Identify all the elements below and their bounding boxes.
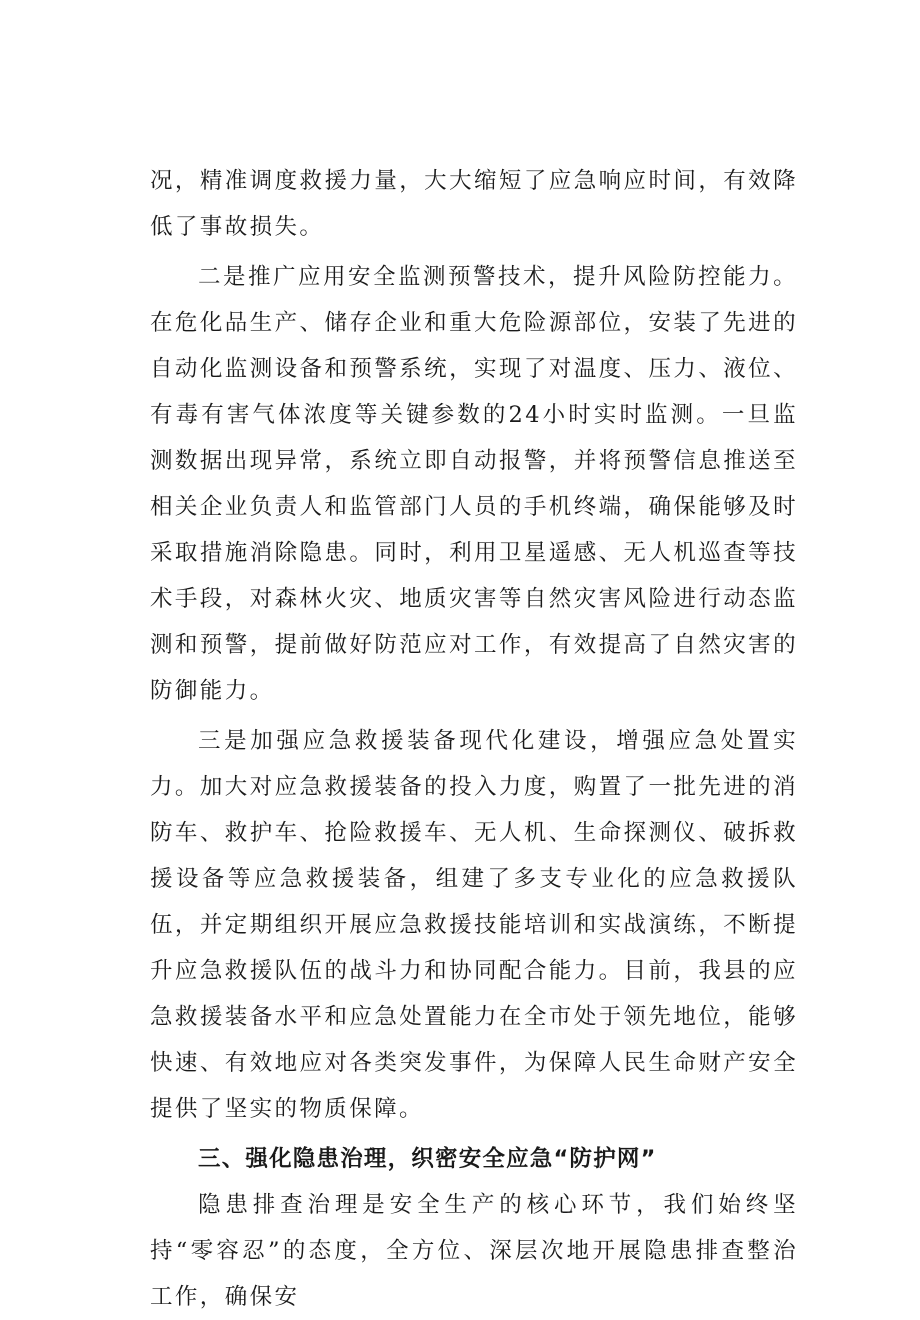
document-page [150,158,798,1320]
paragraph-monitoring-technology: 二是推广应用安全监测预警技术，提升风险防控能力。在危化品生产、储存企业和重大危险源部位，安装了先进的自动化监测设备和预警系统，实现了对温度、压力、液位、有毒有害气体浓度等关键参数的24小时实时监测。一旦监测数据出现异常，系统立即自动报警，并将预警信息推送至相关企业负责人和监管部门人员的手机终端，确保能够及时采取措施消除隐患。同时，利用卫星遥感、无人机巡查等技术手段，对森林火灾、地质灾害等自然灾害风险进行动态监测和预警，提前做好防范应对工作，有效提高了自然灾害的防御能力。 [150,264,798,704]
paragraph-continuation: 况，精准调度救援力量，大大缩短了应急响应时间，有效降低了事故损失。 [150,168,798,240]
paragraph-hazard-governance: 隐患排查治理是安全生产的核心环节，我们始终坚持“零容忍”的态度，全方位、深层次地开展隐患排查整治工作，确保安 [150,1192,798,1310]
paragraph-rescue-equipment: 三是加强应急救援装备现代化建设，增强应急处置实力。加大对应急救援装备的投入力度，购置了一批先进的消防车、救护车、抢险救援车、无人机、生命探测仪、破拆救援设备等应急救援装备，组建了多支专业化的应急救援队伍，并定期组织开展应急救援技能培训和实战演练，不断提升应急救援队伍的战斗力和协同配合能力。目前，我县的应急救援装备水平和应急处置能力在全市处于领先地位，能够快速、有效地应对各类突发事件，为保障人民生命财产安全提供了坚实的物质保障。 [150,728,798,1122]
section-heading: 三、强化隐患治理，织密安全应急“防护网” [198,1146,657,1172]
